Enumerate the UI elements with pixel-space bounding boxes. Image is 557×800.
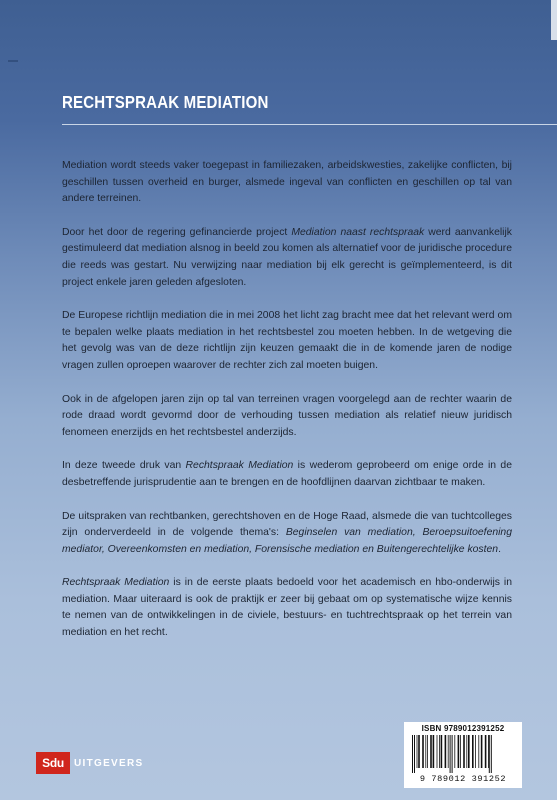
text-run: is wederom geprobeerd om enige orde in de desbetreffende jurisprudentie aan te brengen en de hoofdlijnen daarvan zichtbaar te maken. <box>62 460 512 488</box>
italic-title-run: Beginselen van mediation, Beroepsuitoefening mediator, Overeenkomsten en mediation, Forensische mediation en Buitengerechtelijke kosten <box>62 527 512 555</box>
text-run: De uitspraken van rechtbanken, gerechtshoven en de Hoge Raad, alsmede die van tuchtcolleges zijn onderverdeeld in de volgende thema's: <box>62 510 512 539</box>
blurb-paragraph <box>62 509 512 559</box>
sdu-logo-mark: Sdu <box>36 752 70 774</box>
text-run: De Europese richtlijn mediation die in mei 2008 het licht zag bracht mee dat het relevant werd om te bepalen welke plaats mediation in het rechtsbestel zou moeten hebben. In de wetgeving die het gevolg was van de deze richtlijn zijn keuzen gemaakt die in de komende jaren de nodige vragen zullen oproepen waarover de rechter zich zal moeten buigen. <box>62 310 512 371</box>
text-run: . <box>498 543 501 555</box>
edge-mark <box>8 60 18 62</box>
text-run: Ook in de afgelopen jaren zijn op tal van terreinen vragen voorgelegd aan de rechter waarin de rode draad wordt gevormd door de verhouding tussen mediation als relatief nieuw juridisch fenomeen enerzijds en het rechtsbestel anderzijds. <box>62 393 512 438</box>
blurb-text <box>62 158 512 659</box>
italic-title-run: Mediation naast rechtspraak <box>291 226 425 238</box>
blurb-paragraph <box>62 458 512 491</box>
italic-title-run: Rechtspraak Mediation <box>62 577 170 589</box>
barcode-digits: 9 789012 391252 <box>419 774 507 784</box>
publisher-logo <box>36 752 144 774</box>
italic-title-run: Rechtspraak Mediation <box>185 460 294 472</box>
text-run: Door het door de regering gefinancierde project <box>62 226 292 238</box>
text-run: is in de eerste plaats bedoeld voor het academisch en hbo-onderwijs in mediation. Maar uiteraard is ook de praktijk er zeer bij gebaat om op systematische wijze kennis te nemen van de ontwikkelingen in de civiele, bestuurs- en tuchtrechtspraak op het terrein van mediation en het recht. <box>62 577 512 639</box>
cover-corner <box>551 0 557 40</box>
cover-title: RECHTSPRAAK MEDIATION <box>62 92 269 112</box>
barcode-icon <box>410 735 516 773</box>
publisher-name: UITGEVERS <box>74 757 144 769</box>
blurb-paragraph <box>62 158 512 208</box>
blurb-paragraph <box>62 392 512 442</box>
text-run: werd aanvankelijk gestimuleerd dat mediation alsnog in beeld zou komen als alternatief voor de juridische procedure die reeds was gestart. Nu verwijzing naar mediation bij elk gerecht is geïmplementeerd, is dit project enkele jaren geleden afgesloten. <box>62 226 512 288</box>
text-run: In deze tweede druk van <box>62 460 186 472</box>
isbn-label: ISBN 9789012391252 <box>421 724 505 733</box>
blurb-paragraph <box>62 225 512 291</box>
blurb-paragraph <box>62 308 512 374</box>
title-rule <box>62 124 557 125</box>
barcode-panel <box>404 722 522 788</box>
blurb-paragraph <box>62 575 512 641</box>
text-run: Mediation wordt steeds vaker toegepast in familiezaken, arbeidskwesties, zakelijke conflicten, bij geschillen tussen overheid en burger, alsmede ingeval van conflicten en geschillen op tal van andere terreinen. <box>62 160 512 205</box>
